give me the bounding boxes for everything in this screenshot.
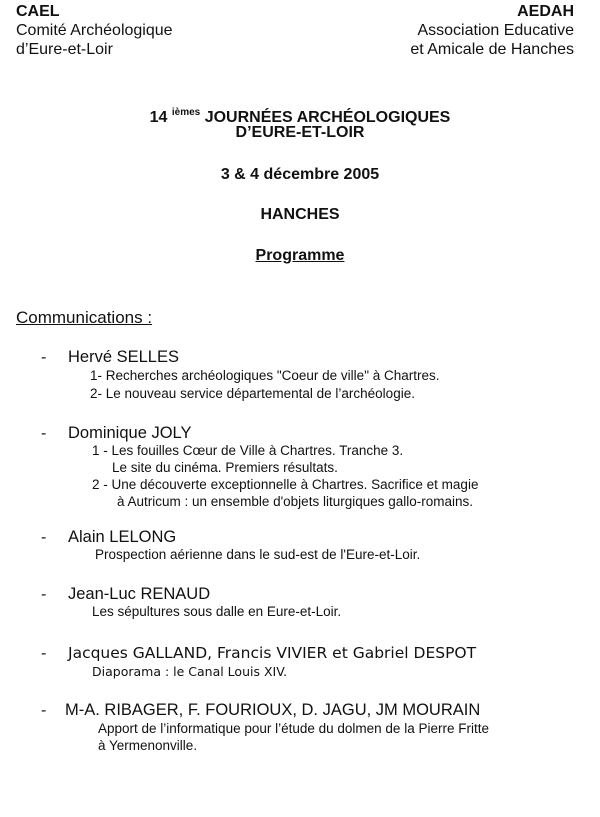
list-bullet: - <box>41 349 47 366</box>
organizer-cael <box>16 2 173 59</box>
speaker-name: Dominique JOLY <box>68 424 192 442</box>
organizer-cael-acronym: CAEL <box>16 3 60 20</box>
edition-suffix: ièmes <box>171 107 201 118</box>
edition-number: 14 <box>149 109 168 126</box>
talk-title: Les sépultures sous dalle en Eure-et-Loir. <box>92 604 342 619</box>
organizer-aedah-name-line2: et Amicale de Hanches <box>410 41 574 58</box>
event-title-line2: D’EURE-ET-LOIR <box>235 124 365 141</box>
event-title-text: JOURNÉES ARCHÉOLOGIQUES <box>204 109 451 126</box>
communications-heading: Communications : <box>16 308 153 327</box>
talk-title: 2 - Une découverte exceptionnelle à Chartres. Sacrifice et magie <box>92 477 479 492</box>
speaker-name: M-A. RIBAGER, F. FOURIOUX, D. JAGU, JM MOURAIN <box>65 701 481 719</box>
organizer-cael-name-line2: d’Eure-et-Loir <box>16 41 113 58</box>
list-bullet: - <box>41 702 47 719</box>
speaker-name: Hervé SELLES <box>68 348 179 366</box>
list-bullet: - <box>41 645 47 662</box>
talk-title: 1 - Les fouilles Cœur de Ville à Chartres. Tranche 3. <box>92 443 404 458</box>
speaker-name: Jean-Luc RENAUD <box>68 585 211 603</box>
event-dates: 3 & 4 décembre 2005 <box>220 166 380 183</box>
talk-title-continued: à Autricum : un ensemble d'objets liturgiques gallo-romains. <box>117 494 474 509</box>
programme-heading: Programme <box>255 247 345 264</box>
event-location: HANCHES <box>260 206 340 223</box>
organizer-cael-name-line1: Comité Archéologique <box>16 22 173 39</box>
talk-title: 1- Recherches archéologiques "Coeur de ville" à Chartres. <box>90 368 440 383</box>
list-bullet: - <box>41 425 47 442</box>
organizer-aedah-name-line1: Association Educative <box>417 22 574 39</box>
organizer-aedah-acronym: AEDAH <box>517 3 574 20</box>
talk-title-continued: Le site du cinéma. Premiers résultats. <box>112 460 338 475</box>
speaker-name: Jacques GALLAND, Francis VIVIER et Gabriel DESPOT <box>68 644 477 662</box>
talk-title: 2- Le nouveau service départemental de l’archéologie. <box>90 386 415 401</box>
talk-title: Apport de l’informatique pour l’étude du dolmen de la Pierre Fritte <box>98 721 489 736</box>
list-bullet: - <box>41 529 47 546</box>
talk-title: Diaporama : le Canal Louis XIV. <box>92 664 288 679</box>
talk-title-continued: à Yermenonville. <box>98 738 198 753</box>
organizer-aedah <box>410 2 574 59</box>
list-bullet: - <box>41 586 47 603</box>
talk-title: Prospection aérienne dans le sud-est de l'Eure-et-Loir. <box>95 547 421 562</box>
speaker-name: Alain LELONG <box>68 528 177 546</box>
